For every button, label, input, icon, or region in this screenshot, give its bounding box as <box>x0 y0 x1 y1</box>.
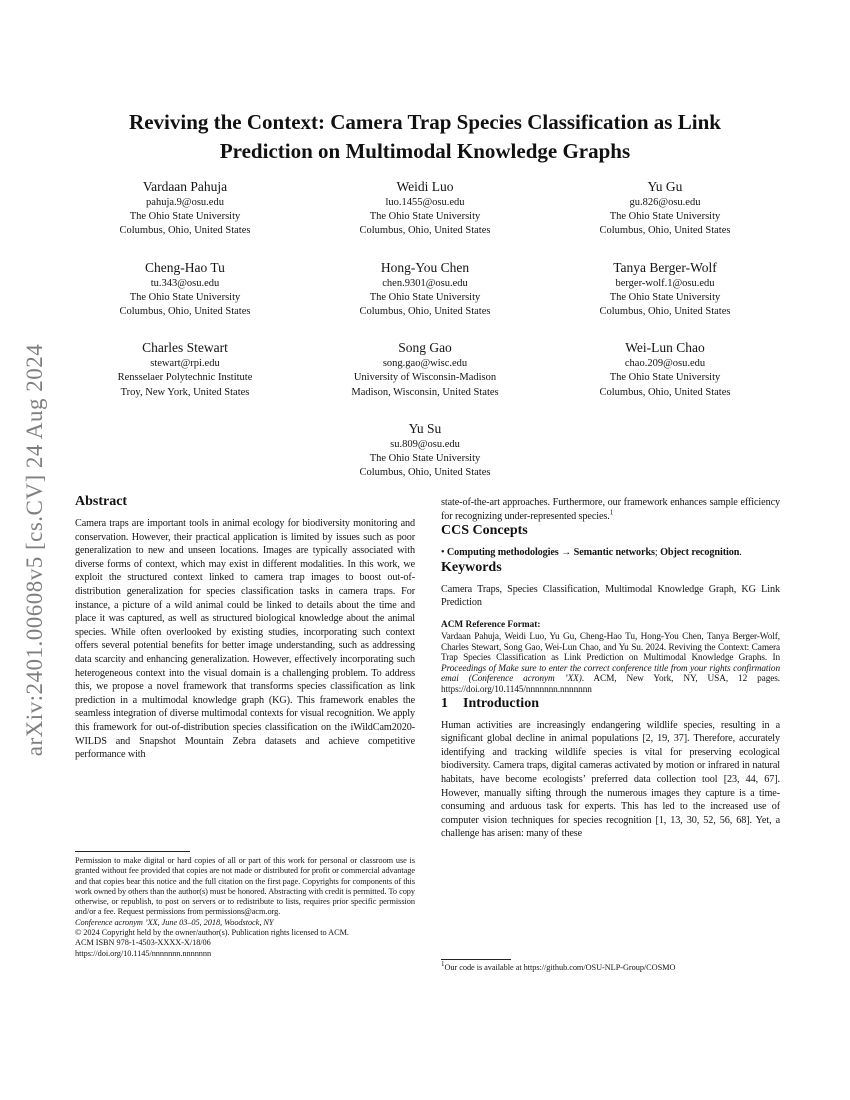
keywords-text: Camera Traps, Species Classification, Multimodal Knowledge Graph, KG Link Prediction <box>441 583 780 609</box>
acm-reference-publisher: . ACM, New York, NY, USA, 12 pages. <box>581 674 781 685</box>
footnote-block <box>441 959 780 973</box>
author-location: Columbus, Ohio, United States <box>119 306 251 318</box>
author-block <box>305 339 545 400</box>
author-block <box>545 259 785 320</box>
author-affiliation: The Ohio State University <box>609 291 721 303</box>
author-name: Charles Stewart <box>142 340 228 356</box>
author-name: Wei-Lun Chao <box>625 340 705 356</box>
author-location: Columbus, Ohio, United States <box>119 225 251 237</box>
introduction-heading <box>441 696 780 712</box>
footnote-1 <box>441 960 780 973</box>
author-location: Columbus, Ohio, United States <box>599 386 731 398</box>
author-email: chao.209@osu.edu <box>624 358 706 370</box>
ccs-text <box>441 546 780 560</box>
section-number: 1 <box>441 695 448 711</box>
abstract-continuation-text: state-of-the-art approaches. Furthermore, our framework enhances sample efficiency for recognizing under-represented species. <box>441 497 780 522</box>
author-location: Columbus, Ohio, United States <box>599 306 731 318</box>
introduction-text: Human activities are increasingly endangering wildlife species, resulting in a significant global decline in animal populations [2, 19, 37]. Therefore, accurately identifying and tracking wildlife species is vital for preserving ecological biodiversity. Camera traps, digital cameras activated by motion or infrared in natural habitats, have become ecologists’ preferred data collection tool [23, 44, 67]. However, manually sifting through the numerous images they capture is a time-consuming and arduous task for experts. This has led to the increased use of computer vision techniques for species recognition [1, 13, 30, 52, 56, 68]. Yet, a challenge has arisen: many of these <box>441 719 780 840</box>
ccs-bullet: • <box>441 547 447 559</box>
author-name: Tanya Berger-Wolf <box>613 259 717 275</box>
author-block <box>305 178 545 239</box>
author-affiliation: The Ohio State University <box>609 372 721 384</box>
acm-reference-authors: Vardaan Pahuja, Weidi Luo, Yu Gu, Cheng-Hao Tu, Hong-You Chen, Tanya Berger-Wolf, Charles Stewart, Song Gao, Wei-Lun Chao, and Yu Su. 2024. Reviving the Context: Camera Trap Species Classification as Link Prediction on Multimodal Knowledge Graphs. In <box>441 631 780 664</box>
author-name: Yu Gu <box>647 179 683 194</box>
footnote-1-text: Our code is available at <box>444 963 524 972</box>
arxiv-watermark: arXiv:2401.00608v5 [cs.CV] 24 Aug 2024 <box>22 343 47 757</box>
author-name: Yu Su <box>408 420 442 436</box>
copyright-line: © 2024 Copyright held by the owner/author(s). Publication rights licensed to ACM. <box>75 928 349 938</box>
author-block <box>305 259 545 320</box>
author-location: Columbus, Ohio, United States <box>359 225 491 237</box>
author-block <box>545 178 785 239</box>
permission-block <box>75 851 415 959</box>
github-link[interactable]: https://github.com/OSU-NLP-Group/COSMO <box>523 963 676 972</box>
ccs-concept-2: Semantic networks <box>573 547 655 559</box>
isbn-line: ACM ISBN 978-1-4503-XXXX-X/18/06 <box>75 938 211 948</box>
author-location: Troy, New York, United States <box>120 386 250 398</box>
author-name: Weidi Luo <box>396 179 454 194</box>
author-affiliation: The Ohio State University <box>369 453 481 465</box>
author-location: Madison, Wisconsin, United States <box>351 386 499 398</box>
author-block <box>65 178 305 239</box>
author-affiliation: The Ohio State University <box>129 291 241 303</box>
acm-reference-proceedings: Proceedings of Make sure to enter the correct conference title from your rights confirmation emai (Conference acronym ’XX) <box>441 663 780 685</box>
keywords-heading: Keywords <box>441 559 502 575</box>
author-name: Cheng-Hao Tu <box>145 259 225 275</box>
acm-reference-doi-link[interactable]: https://doi.org/10.1145/nnnnnnn.nnnnnnn <box>441 684 592 695</box>
author-block <box>65 339 305 400</box>
paper-title <box>65 108 785 166</box>
abstract-heading: Abstract <box>75 494 128 509</box>
author-email: gu.826@osu.edu <box>629 197 701 208</box>
author-location: Columbus, Ohio, United States <box>359 467 491 479</box>
permission-rule <box>75 851 190 852</box>
author-email: tu.343@osu.edu <box>150 277 220 289</box>
permission-text: Permission to make digital or hard copies of all or part of this work for personal or classroom use is granted without fee provided that copies are not made or distributed for profit or commercial advantage and that copies bear this notice and the full citation on the first page. Copyrights for components of this work owned by others than the author(s) must be honored. Abstracting with credit is permitted. To copy otherwise, or republish, to post on servers or to redistribute to lists, requires prior specific permission and/or a fee. Request permissions from permissions@acm.org. <box>75 856 415 917</box>
acm-reference-heading: ACM Reference Format: <box>441 619 541 630</box>
doi-link[interactable]: https://doi.org/10.1145/nnnnnnn.nnnnnnn <box>75 948 212 958</box>
footnote-marker-1: 1 <box>609 508 614 517</box>
author-affiliation: The Ohio State University <box>369 291 481 303</box>
author-email: berger-wolf.1@osu.edu <box>615 277 715 289</box>
author-affiliation: University of Wisconsin-Madison <box>353 372 497 384</box>
author-email: luo.1455@osu.edu <box>385 197 465 208</box>
author-name: Vardaan Pahuja <box>142 179 228 194</box>
footnote-1-marker: 1 <box>441 960 445 969</box>
author-block <box>65 420 785 481</box>
ccs-concept-3: Object recognition <box>660 547 740 559</box>
ccs-period: . <box>739 547 742 559</box>
conference-line: Conference acronym ’XX, June 03–05, 2018, Woodstock, NY <box>75 917 274 927</box>
right-column <box>441 494 780 841</box>
footnote-rule <box>441 959 511 960</box>
ccs-heading: CCS Concepts <box>441 523 528 539</box>
author-affiliation: The Ohio State University <box>609 211 721 223</box>
author-email: chen.9301@osu.edu <box>382 277 468 289</box>
author-email: pahuja.9@osu.edu <box>146 197 224 208</box>
author-block <box>65 259 305 320</box>
author-location: Columbus, Ohio, United States <box>359 306 491 318</box>
left-column <box>75 494 415 762</box>
author-block <box>545 339 785 400</box>
abstract-text: Camera traps are important tools in animal ecology for biodiversity monitoring and conservation. However, their practical application is limited by issues such as poor generalization to new and unseen locations. Images are typically associated with diverse forms of context, which may exist in different modalities. In this work, we exploit the structured context linked to camera trap images to boost out-of-distribution generalization for species classification tasks in camera traps. For instance, a picture of a wild animal could be linked to details about the time and place it was captured, as well as structured biological knowledge about the animal species. While often overlooked by existing studies, incorporating such context offers several potential benefits for better image understanding, such as addressing data scarcity and enhancing generalization. However, effectively incorporating such heterogeneous context into the visual domain is a challenging problem. To address this, we propose a novel framework that transforms species classification as link prediction in a multimodal knowledge graph (KG). This framework enables the seamless integration of diverse multimodal contexts for visual recognition. We apply this framework for out-of-distribution species classification on the iWildCam2020-WILDS and Snapshot Mountain Zebra datasets and achieve competitive performance with <box>75 518 415 761</box>
author-affiliation: Rensselaer Polytechnic Institute <box>117 372 253 384</box>
author-name: Song Gao <box>398 340 452 356</box>
acm-reference-text <box>441 632 780 696</box>
paper-title-line-1: Reviving the Context: Camera Trap Species Classification as Link <box>129 110 721 134</box>
ccs-concept-1: Computing methodologies <box>446 547 559 559</box>
section-title: Introduction <box>463 695 539 711</box>
author-email: stewart@rpi.edu <box>150 358 220 370</box>
author-email: song.gao@wisc.edu <box>382 358 468 370</box>
author-email: su.809@osu.edu <box>390 438 460 450</box>
ccs-separator: ; <box>654 547 661 559</box>
author-affiliation: The Ohio State University <box>129 211 241 223</box>
paper-title-line-2: Prediction on Multimodal Knowledge Graphs <box>219 139 631 163</box>
author-location: Columbus, Ohio, United States <box>599 225 731 237</box>
ccs-arrow: → <box>558 547 574 559</box>
abstract-continuation <box>441 496 780 523</box>
authors-grid <box>65 178 785 480</box>
author-affiliation: The Ohio State University <box>369 211 481 223</box>
author-name: Hong-You Chen <box>380 259 470 275</box>
